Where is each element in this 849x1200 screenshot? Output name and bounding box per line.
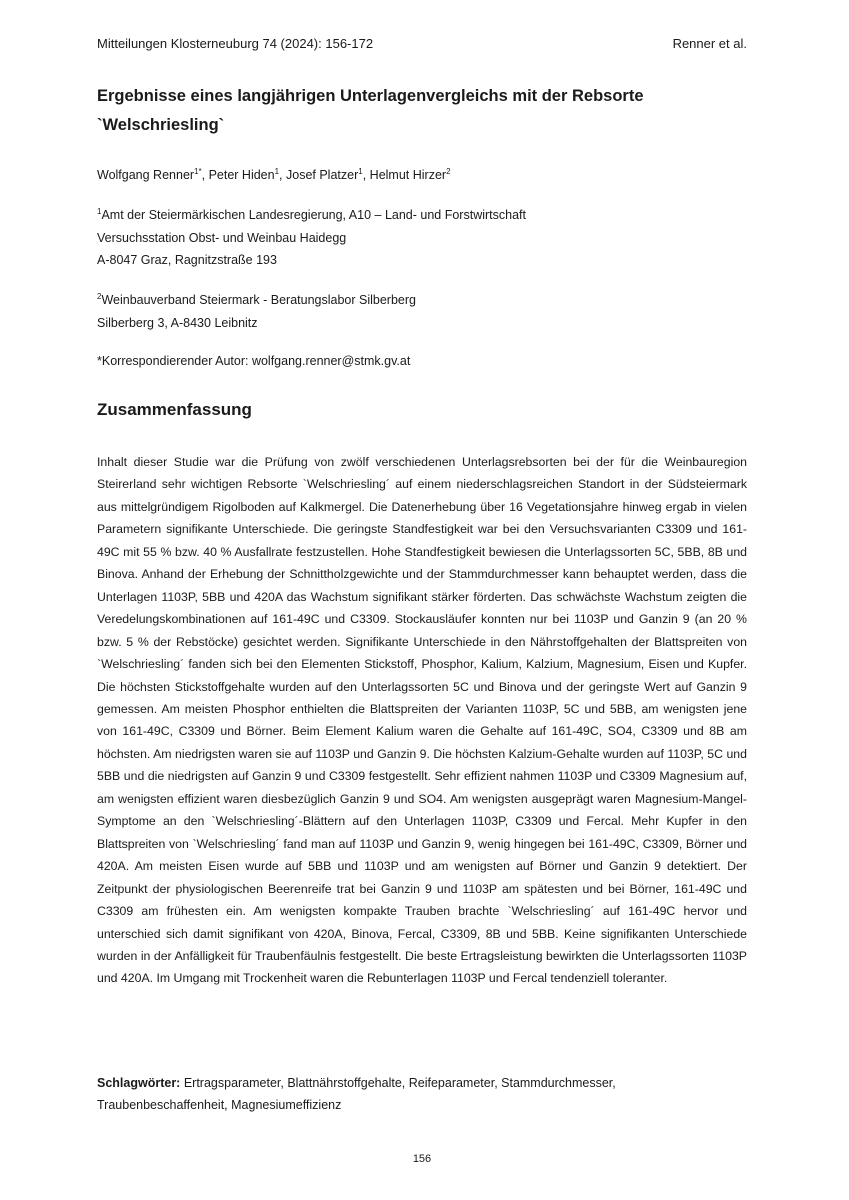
affiliation-mark: 1 (97, 206, 102, 216)
author-separator: , (279, 168, 286, 182)
author-name: Josef Platzer (286, 168, 359, 182)
affiliation-line: Amt der Steiermärkischen Landesregierung, A10 – Land- und Forstwirtschaft (101, 208, 526, 222)
keywords-label: Schlagwörter: (97, 1076, 181, 1090)
paper-title-line-2: `Welschriesling` (97, 116, 225, 134)
paper-title (97, 82, 737, 140)
running-head (97, 36, 747, 51)
keywords-text: Ertragsparameter, Blattnährstoffgehalte, Reifeparameter, Stammdurchmesser, Traubenbeschaffenheit, Magnesiumeffizienz (97, 1076, 616, 1112)
affiliation-mark: 2 (97, 291, 102, 301)
author-name: Helmut Hirzer (369, 168, 447, 182)
section-heading: Zusammenfassung (97, 400, 252, 419)
running-head-authors: Renner et al. (672, 36, 747, 51)
affiliation-line: Weinbauverband Steiermark - Beratungslabor Silberberg (101, 293, 416, 307)
affiliation-line: A-8047 Graz, Ragnitzstraße 193 (97, 253, 277, 267)
author-separator: , (201, 168, 209, 182)
page-number: 156 (412, 1153, 432, 1165)
journal-citation: Mitteilungen Klosterneuburg 74 (2024): 156-172 (97, 36, 374, 51)
keywords (97, 1072, 747, 1116)
author-list (97, 166, 451, 184)
corresponding-author: *Korrespondierender Autor: wolfgang.renner@stmk.gv.at (97, 354, 411, 368)
author-affiliation-mark: 1 (358, 166, 363, 176)
author-affiliation-mark: 1 (274, 166, 280, 176)
affiliation-2 (97, 289, 416, 334)
affiliation-line: Silberberg 3, A-8430 Leibnitz (97, 315, 258, 330)
author-name: Peter Hiden (208, 168, 275, 182)
author-separator: , (362, 168, 370, 182)
paper-title-line-1: Ergebnisse eines langjährigen Unterlagenvergleichs mit der Rebsorte (97, 87, 644, 105)
author-affiliation-mark: 1* (194, 166, 202, 176)
author-affiliation-mark: 2 (446, 166, 451, 176)
affiliation-line: Versuchsstation Obst- und Weinbau Haidegg (97, 230, 347, 245)
paper-page (97, 0, 747, 1200)
author-name: Wolfgang Renner (97, 168, 195, 182)
abstract-text: Inhalt dieser Studie war die Prüfung von zwölf verschiedenen Unterlagsrebsorten bei der für die Weinbauregion Steirerland sehr wichtigen Rebsorte `Welschriesling´ auf einem niederschlagsreichen Standort in der Südsteiermark aus mittelgründigem Rigolboden auf Kalkmergel. Die Datenerhebung über 16 Vegetationsjahre hinweg ergab in vielen Parametern signifikante Unterschiede. Die geringste Standfestigkeit war bei den Versuchsvarianten C3309 und 161-49C mit 55 % bzw. 40 % Ausfallrate festzustellen. Hohe Standfestigkeit bewiesen die Unterlagssorten 5C, 5BB, 8B und Binova. Anhand der Erhebung der Schnittholzgewichte und der Stammdurchmesser kann behauptet werden, dass die Unterlagen 1103P, 5BB und 420A das Wachstum signifikant stärker förderten. Das schwächste Wachstum zeigten die Veredelungskombinationen auf 161-49C und C3309. Stockausläufer konnten nur bei 1103P und Ganzin 9 (an 20 % bzw. 5 % der Rebstöcke) gesichtet werden. Signifikante Unterschiede in den Nährstoffgehalten der Blattspreiten von `Welschriesling´ fanden sich bei den Elementen Stickstoff, Phosphor, Kalium, Kalzium, Magnesium, Eisen und Kupfer. Die höchsten Stickstoffgehalte wurden auf den Unterlagssorten 5C und Binova und der geringste Wert auf Ganzin 9 gemessen. Am meisten Phosphor enthielten die Blattspreiten der Varianten 1103P, 5C und 5BB, am wenigsten jene von 161-49C, C3309 und Börner. Beim Element Kalium waren die Gehalte auf 161-49C, SO4, C3309 und 8B am höchsten. Am niedrigsten waren sie auf 1103P und Ganzin 9. Die höchsten Kalzium-Gehalte wurden auf 1103P, 5C und 5BB und die niedrigsten auf Ganzin 9 und C3309 festgestellt. Sehr effizient nahmen 1103P und C3309 Magnesium auf, am wenigsten effizient waren diesbezüglich Ganzin 9 und SO4. Am wenigsten ausgeprägt waren Magnesium-Mangel-Symptome an den `Welschriesling´-Blättern auf den Unterlagen 1103P, C3309 und Fercal. Mehr Kupfer in den Blattspreiten von `Welschriesling´ fand man auf 1103P und Ganzin 9, wenig hingegen bei 161-49C, C3309, Börner und 420A. Am meisten Eisen wurde auf 5BB und 1103P und am wenigsten auf Börner und Ganzin 9 detektiert. Der Zeitpunkt der physiologischen Beerenreife trat bei Ganzin 9 und 1103P am spätesten und bei Börner, 161-49C und C3309 am frühesten ein. Am wenigsten kompakte Trauben brachte `Welschriesling´ auf 161-49C hervor und unterschied sich damit signifikant von 420A, Binova, Fercal, C3309, 8B und 5BB. Keine signifikanten Unterschiede wurden in der Anfälligkeit für Traubenfäulnis festgestellt. Die beste Ertragsleistung bewirkten die Unterlagssorten 1103P und 420A. Im Umgang mit Trockenheit waren die Rebunterlagen 1103P und Fercal tendenziell toleranter. (97, 455, 747, 986)
affiliation-1 (97, 204, 526, 272)
